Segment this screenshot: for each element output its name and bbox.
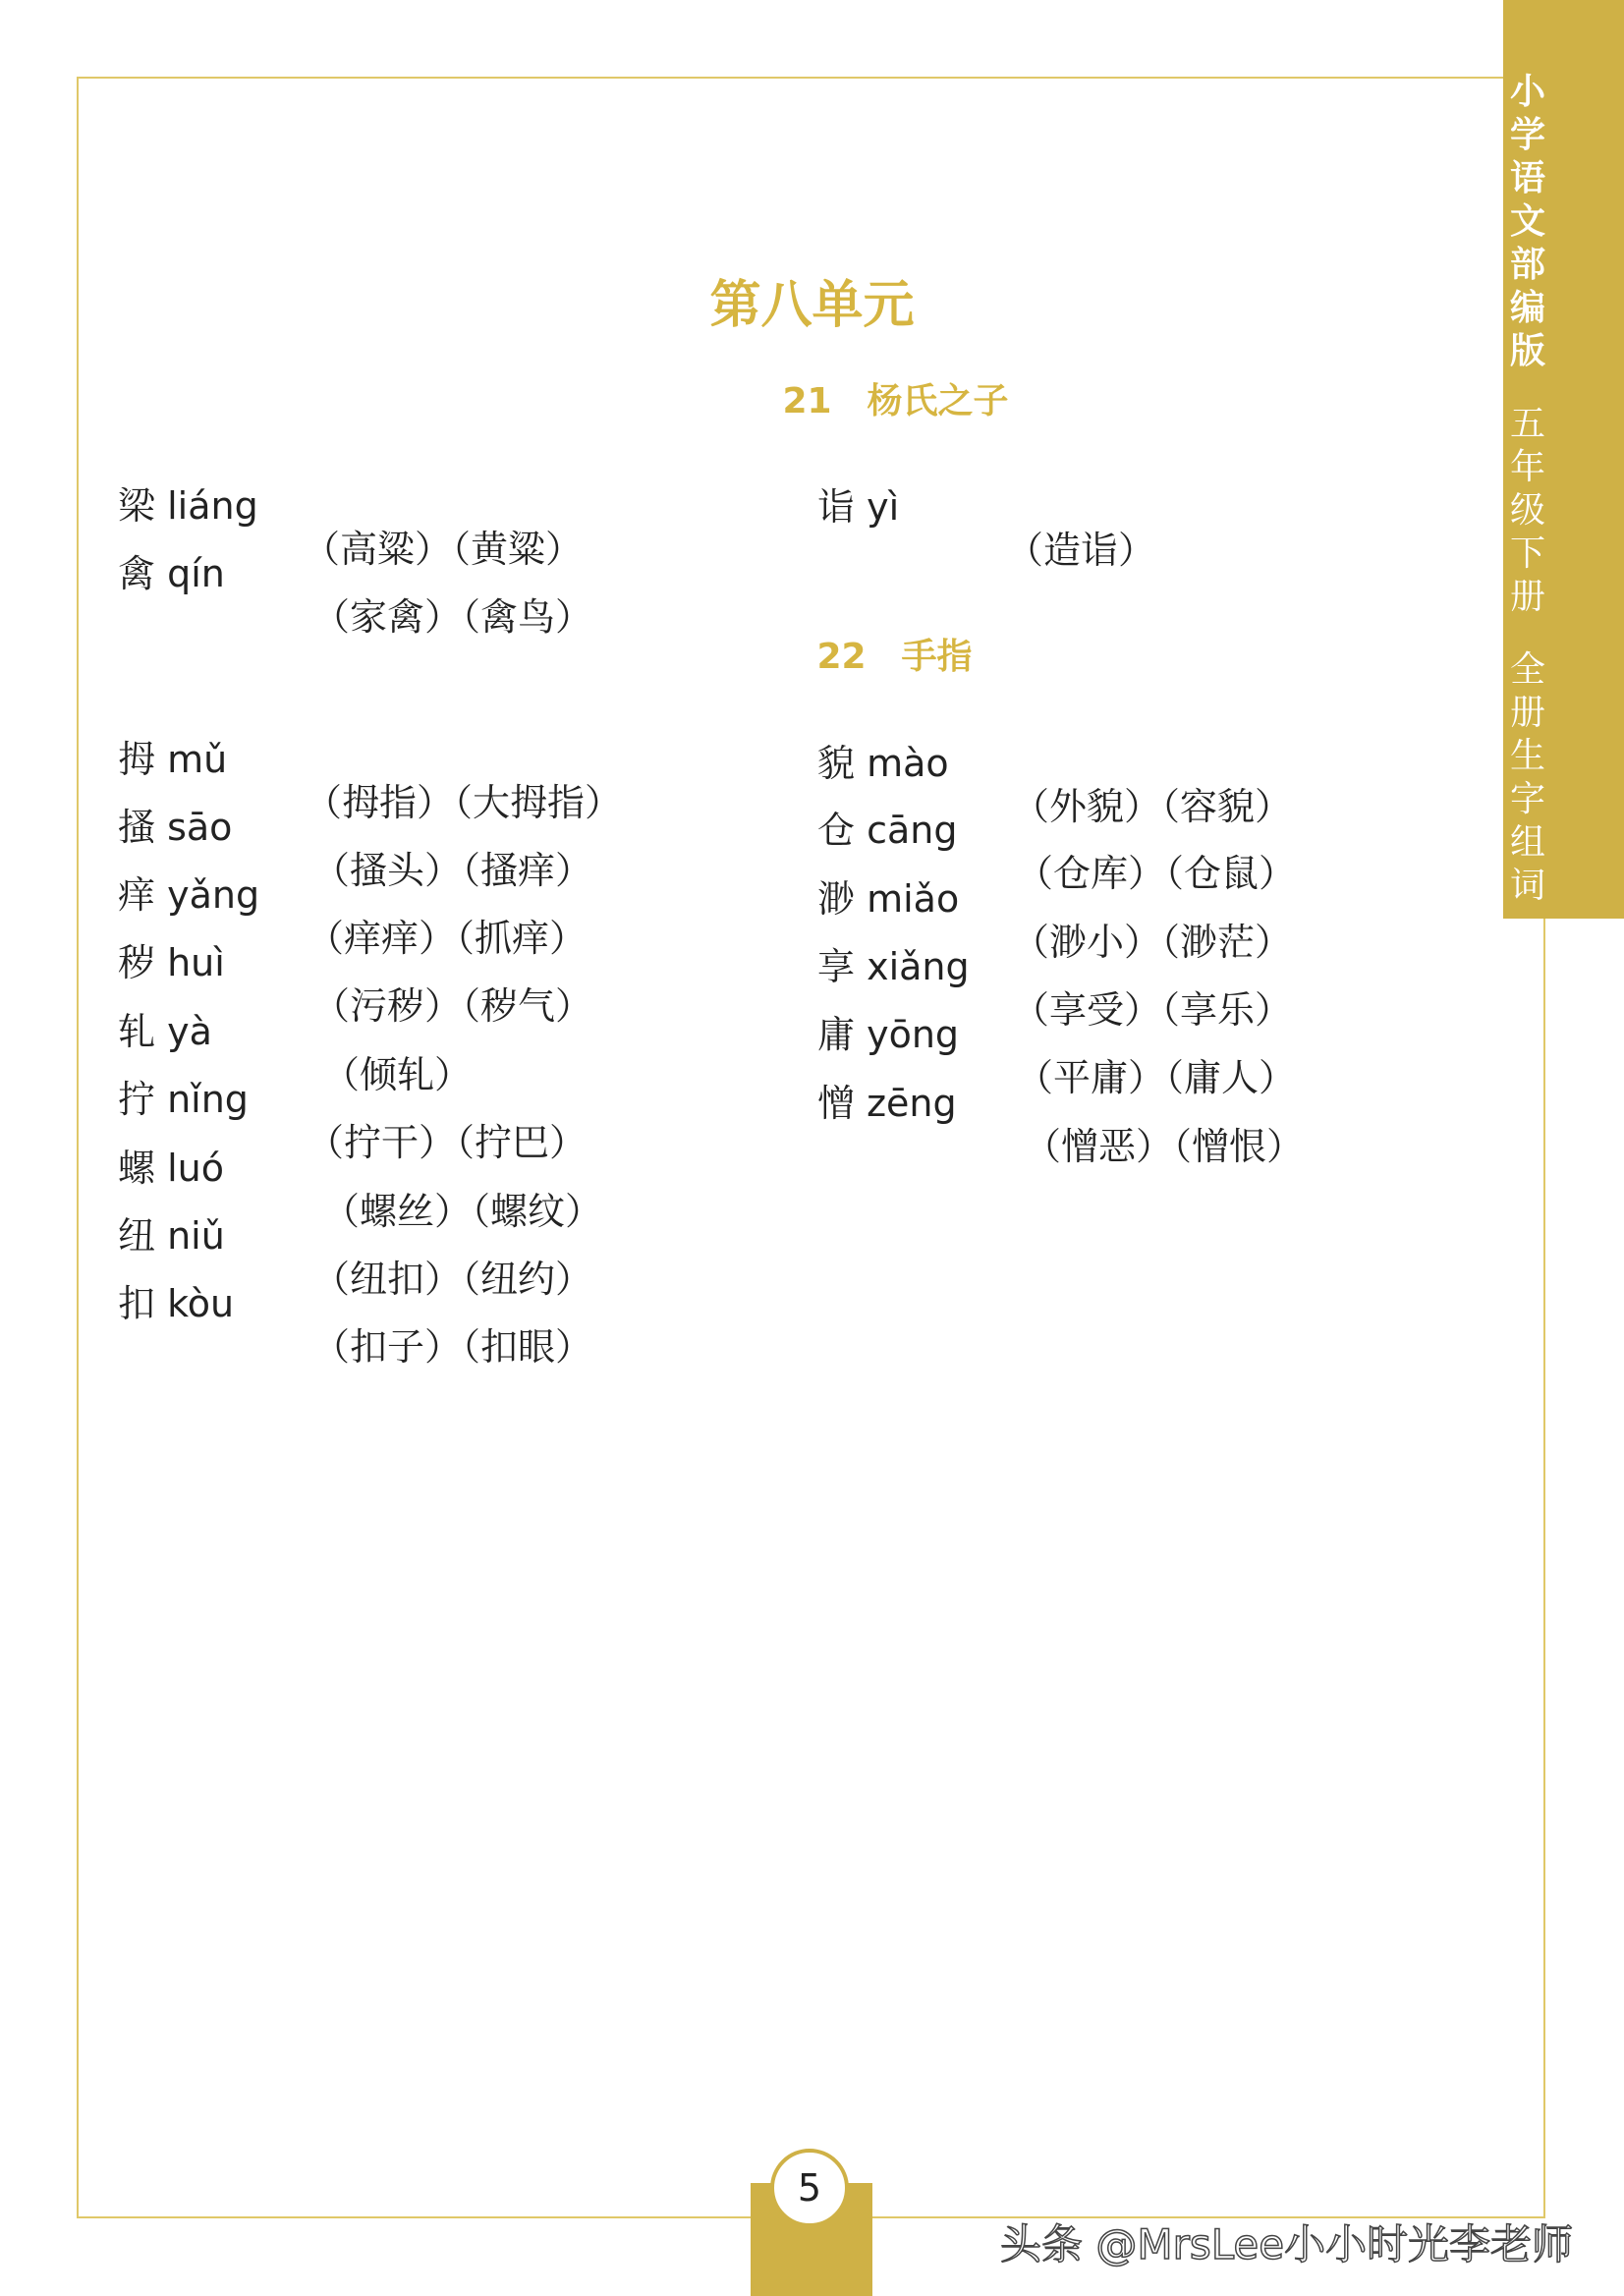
char-pinyin: 憎 zēng bbox=[817, 1082, 957, 1125]
word-group: （纽扣）（纽约） bbox=[312, 1258, 593, 1301]
vocab-entry bbox=[817, 433, 1156, 572]
char-pinyin: 纽 niǔ bbox=[118, 1214, 225, 1258]
char-pinyin: 禽 qín bbox=[118, 552, 225, 595]
char-pinyin: 梁 liáng bbox=[118, 484, 258, 528]
word-group: （污秽）（秽气） bbox=[312, 984, 593, 1028]
word-group: （仓库）（仓鼠） bbox=[1016, 852, 1297, 895]
char-pinyin: 拇 mǔ bbox=[118, 738, 228, 781]
char-pinyin: 痒 yǎng bbox=[118, 873, 260, 917]
side-main-char: 部 bbox=[1509, 245, 1545, 285]
word-group: （扣子）（扣眼） bbox=[312, 1325, 593, 1369]
page-number: 5 bbox=[770, 2149, 849, 2227]
char-pinyin: 扣 kòu bbox=[118, 1282, 235, 1325]
word-group: （拧干）（拧巴） bbox=[307, 1121, 588, 1164]
char-pinyin: 渺 miǎo bbox=[817, 877, 960, 921]
char-pinyin: 享 xiǎng bbox=[817, 945, 970, 988]
side-grade-char: 年 bbox=[1509, 447, 1545, 487]
word-group: （螺丝）（螺纹） bbox=[322, 1190, 603, 1233]
word-group: （渺小）（渺茫） bbox=[1012, 921, 1293, 964]
char-pinyin: 轧 yà bbox=[118, 1010, 212, 1053]
side-main-char: 版 bbox=[1509, 331, 1545, 371]
word-group: （造诣） bbox=[1006, 529, 1156, 572]
side-desc-char: 生 bbox=[1509, 736, 1545, 776]
side-desc-char: 册 bbox=[1509, 693, 1545, 733]
side-desc-char: 字 bbox=[1509, 779, 1545, 819]
char-pinyin: 拧 nǐng bbox=[118, 1078, 249, 1121]
watermark: 头条 @MrsLee小小时光李老师 bbox=[1000, 2220, 1574, 2268]
char-pinyin: 搔 sāo bbox=[118, 806, 233, 849]
word-group: （家禽）（禽鸟） bbox=[312, 595, 593, 639]
side-main-char: 学 bbox=[1509, 115, 1545, 155]
char-pinyin: 庸 yōng bbox=[817, 1013, 960, 1056]
char-pinyin: 貌 mào bbox=[817, 742, 949, 785]
unit-title: 第八单元 bbox=[709, 276, 915, 335]
side-grade-char: 册 bbox=[1509, 577, 1545, 617]
side-grade-char: 级 bbox=[1509, 490, 1545, 531]
side-desc-char: 组 bbox=[1509, 822, 1545, 863]
side-main-char: 文 bbox=[1509, 201, 1545, 242]
lesson-title: 22 手指 bbox=[816, 637, 973, 677]
side-grade-char: 五 bbox=[1509, 404, 1545, 444]
word-group: （憎恶）（憎恨） bbox=[1024, 1125, 1305, 1168]
char-pinyin: 诣 yì bbox=[817, 485, 900, 529]
word-group: （拇指）（大拇指） bbox=[305, 781, 623, 824]
side-desc-char: 词 bbox=[1509, 866, 1545, 906]
word-group: （倾轧） bbox=[322, 1053, 473, 1096]
word-group: （高粱）（黄粱） bbox=[303, 528, 584, 571]
side-desc-char: 全 bbox=[1509, 649, 1545, 690]
word-group: （外貌）（容貌） bbox=[1012, 785, 1293, 828]
char-pinyin: 秽 huì bbox=[118, 941, 225, 984]
side-grade-char: 下 bbox=[1509, 533, 1545, 574]
side-main-char: 小 bbox=[1509, 72, 1545, 112]
word-group: （平庸）（庸人） bbox=[1016, 1056, 1297, 1099]
side-main-char: 语 bbox=[1509, 158, 1545, 198]
char-pinyin: 仓 cāng bbox=[817, 809, 958, 852]
word-group: （搔头）（搔痒） bbox=[312, 849, 593, 892]
word-group: （痒痒）（抓痒） bbox=[307, 917, 588, 960]
side-tab-title bbox=[1505, 71, 1550, 908]
side-main-char: 编 bbox=[1509, 288, 1545, 328]
char-pinyin: 螺 luó bbox=[118, 1147, 224, 1190]
lesson-title: 21 杨氏之子 bbox=[782, 381, 1009, 421]
word-group: （享受）（享乐） bbox=[1012, 988, 1293, 1032]
